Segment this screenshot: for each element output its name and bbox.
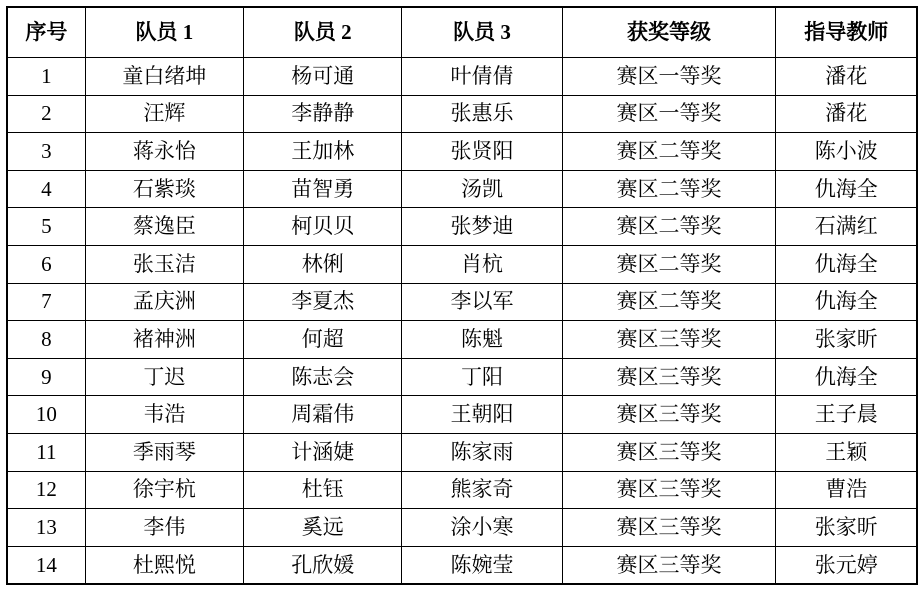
table-row: [7, 170, 917, 208]
table-row: [7, 546, 917, 584]
table-row: [7, 321, 917, 359]
table-cell: 张玉洁: [85, 245, 243, 283]
table-cell: 赛区三等奖: [562, 509, 776, 547]
table-cell: 张贤阳: [402, 133, 562, 171]
table-cell: 赛区二等奖: [562, 208, 776, 246]
column-header-member3: 队员 3: [402, 7, 562, 58]
table-cell: 仇海全: [776, 283, 917, 321]
table-cell: 熊家奇: [402, 471, 562, 509]
table-cell: 孔欣媛: [244, 546, 402, 584]
table-cell: 计涵婕: [244, 433, 402, 471]
table-cell: 王朝阳: [402, 396, 562, 434]
table-cell: 赛区三等奖: [562, 321, 776, 359]
table-cell: 陈婉莹: [402, 546, 562, 584]
table-cell: 童白绪坤: [85, 58, 243, 96]
table-cell: 12: [7, 471, 85, 509]
table-cell: 王颖: [776, 433, 917, 471]
table-cell: 赛区二等奖: [562, 283, 776, 321]
table-cell: 柯贝贝: [244, 208, 402, 246]
table-row: [7, 509, 917, 547]
table-cell: 赛区三等奖: [562, 433, 776, 471]
table-cell: 褚神洲: [85, 321, 243, 359]
column-header-member1: 队员 1: [85, 7, 243, 58]
table-cell: 叶倩倩: [402, 58, 562, 96]
table-cell: 11: [7, 433, 85, 471]
column-header-award: 获奖等级: [562, 7, 776, 58]
table-cell: 6: [7, 245, 85, 283]
column-header-number: 序号: [7, 7, 85, 58]
table-cell: 苗智勇: [244, 170, 402, 208]
table-cell: 1: [7, 58, 85, 96]
table-cell: 3: [7, 133, 85, 171]
table-cell: 14: [7, 546, 85, 584]
table-cell: 9: [7, 358, 85, 396]
table-row: [7, 433, 917, 471]
table-cell: 杜钰: [244, 471, 402, 509]
table-cell: 陈魁: [402, 321, 562, 359]
table-cell: 张元婷: [776, 546, 917, 584]
table-cell: 季雨琴: [85, 433, 243, 471]
table-cell: 10: [7, 396, 85, 434]
table-cell: 奚远: [244, 509, 402, 547]
table-cell: 石满红: [776, 208, 917, 246]
table-cell: 赛区三等奖: [562, 396, 776, 434]
table-cell: 韦浩: [85, 396, 243, 434]
table-cell: 李伟: [85, 509, 243, 547]
table-cell: 陈家雨: [402, 433, 562, 471]
table-cell: 丁迟: [85, 358, 243, 396]
table-row: [7, 358, 917, 396]
table-cell: 肖杭: [402, 245, 562, 283]
table-cell: 仇海全: [776, 358, 917, 396]
table-row: [7, 396, 917, 434]
table-cell: 孟庆洲: [85, 283, 243, 321]
table-cell: 蔡逸臣: [85, 208, 243, 246]
table-cell: 仇海全: [776, 245, 917, 283]
table-cell: 石紫琰: [85, 170, 243, 208]
table-cell: 杜熙悦: [85, 546, 243, 584]
table-row: [7, 208, 917, 246]
table-cell: 赛区二等奖: [562, 133, 776, 171]
table-cell: 汪辉: [85, 95, 243, 133]
table-cell: 8: [7, 321, 85, 359]
table-cell: 赛区一等奖: [562, 58, 776, 96]
table-cell: 王加林: [244, 133, 402, 171]
table-row: [7, 471, 917, 509]
table-cell: 李夏杰: [244, 283, 402, 321]
table-cell: 林俐: [244, 245, 402, 283]
table-cell: 张梦迪: [402, 208, 562, 246]
table-cell: 5: [7, 208, 85, 246]
table-cell: 仇海全: [776, 170, 917, 208]
table-cell: 周霜伟: [244, 396, 402, 434]
table-cell: 丁阳: [402, 358, 562, 396]
table-cell: 13: [7, 509, 85, 547]
table-cell: 何超: [244, 321, 402, 359]
table-row: [7, 133, 917, 171]
table-cell: 汤凯: [402, 170, 562, 208]
table-cell: 蒋永怡: [85, 133, 243, 171]
table-cell: 李以军: [402, 283, 562, 321]
table-row: [7, 58, 917, 96]
table-cell: 赛区二等奖: [562, 245, 776, 283]
table-cell: 潘花: [776, 58, 917, 96]
table-row: [7, 245, 917, 283]
table-cell: 涂小寒: [402, 509, 562, 547]
awards-table: [6, 6, 918, 585]
table-cell: 王子晨: [776, 396, 917, 434]
table-cell: 陈志会: [244, 358, 402, 396]
table-cell: 赛区二等奖: [562, 170, 776, 208]
table-header-row: [7, 7, 917, 58]
table-row: [7, 95, 917, 133]
table-cell: 李静静: [244, 95, 402, 133]
table-cell: 陈小波: [776, 133, 917, 171]
table-cell: 2: [7, 95, 85, 133]
table-cell: 7: [7, 283, 85, 321]
table-cell: 曹浩: [776, 471, 917, 509]
column-header-member2: 队员 2: [244, 7, 402, 58]
table-cell: 张惠乐: [402, 95, 562, 133]
table-cell: 4: [7, 170, 85, 208]
table-cell: 张家昕: [776, 321, 917, 359]
table-cell: 赛区三等奖: [562, 471, 776, 509]
table-cell: 杨可通: [244, 58, 402, 96]
table-row: [7, 283, 917, 321]
table-cell: 张家昕: [776, 509, 917, 547]
table-cell: 赛区三等奖: [562, 358, 776, 396]
table-cell: 赛区一等奖: [562, 95, 776, 133]
table-cell: 徐宇杭: [85, 471, 243, 509]
table-cell: 赛区三等奖: [562, 546, 776, 584]
table-cell: 潘花: [776, 95, 917, 133]
table-body: [7, 58, 917, 585]
column-header-teacher: 指导教师: [776, 7, 917, 58]
